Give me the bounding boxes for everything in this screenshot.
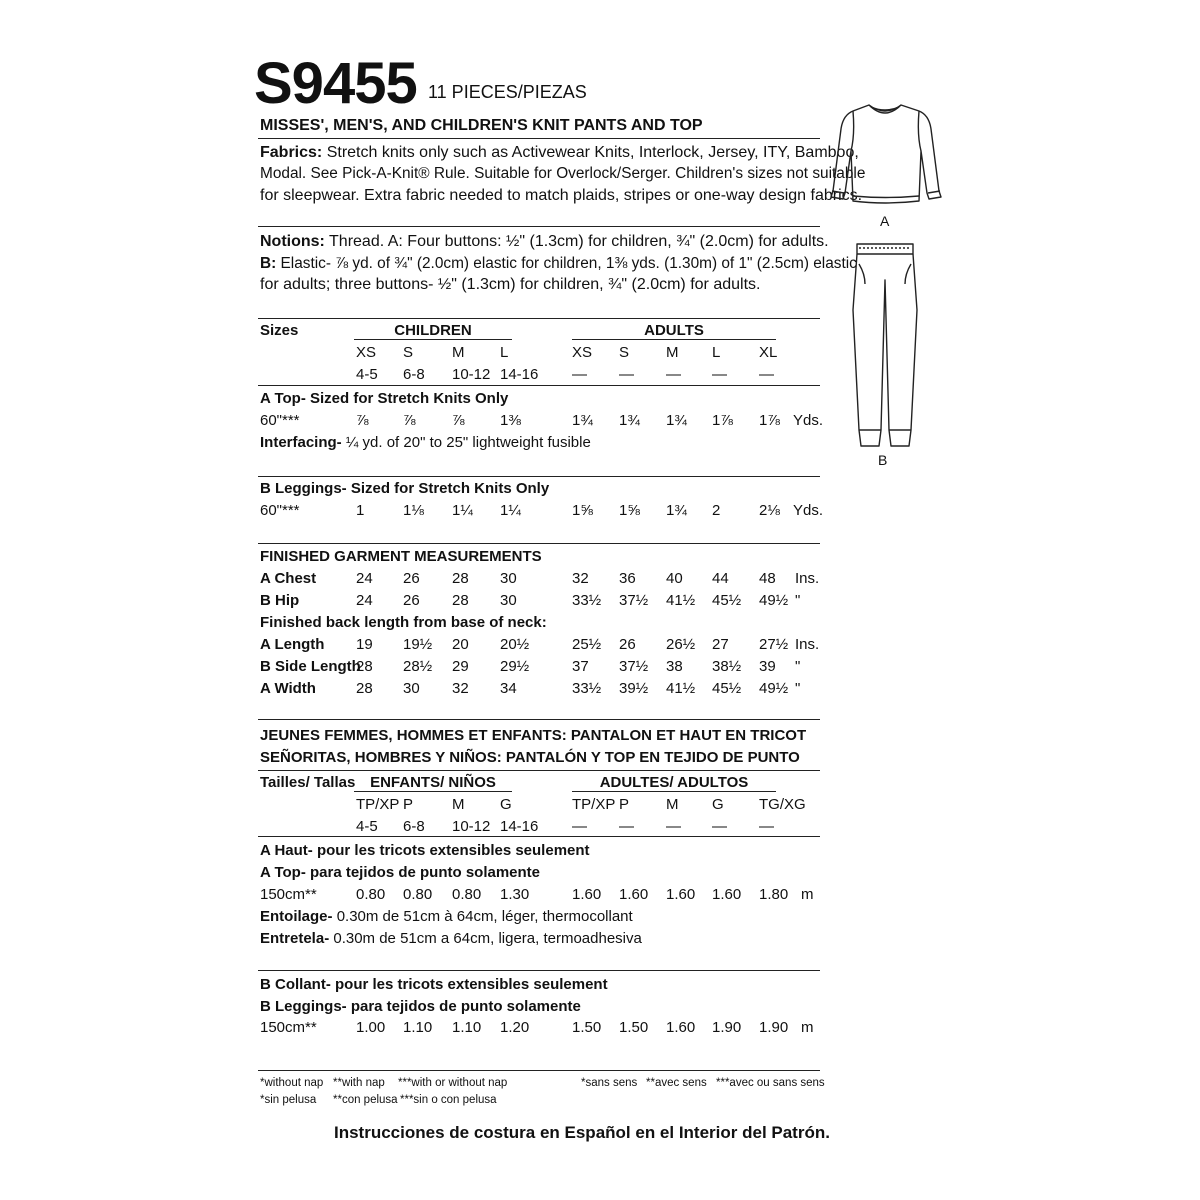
intl-age-cell: 14-16 [500, 818, 539, 835]
size-age-cell: 6-8 [403, 366, 425, 383]
measurement-label: A Width [260, 680, 316, 697]
measurement-label: A Length [260, 636, 325, 653]
size-cell: XS [572, 344, 593, 361]
intl-size-cell: G [712, 796, 724, 813]
measurement-cell: 45½ [712, 680, 742, 697]
measurement-cell: 39½ [619, 680, 649, 697]
interfacing-label: Interfacing- [260, 434, 342, 451]
fabrics-text-1: Stretch knits only such as Activewear Knits, Interlock, Jersey, ITY, Bamboo, [326, 144, 859, 161]
divider [258, 226, 820, 227]
view-b-leggings-drawing [845, 240, 925, 452]
measurement-cell: 20½ [500, 636, 530, 653]
sizes-label: Sizes [260, 322, 299, 339]
size-age-cell: — [572, 366, 587, 383]
footnote-fr-3: ***avec ou sans sens [716, 1077, 825, 1089]
measurement-cell: 40 [666, 570, 683, 587]
top-yardage-cell: 1¾ [572, 412, 593, 429]
top-yardage-cell: ⅞ [356, 412, 369, 429]
leggings-yardage-cell: 1¼ [500, 502, 521, 519]
intl-adults-header: ADULTES/ ADULTOS [572, 774, 776, 792]
measurement-cell: 37½ [619, 658, 649, 675]
notions-b-label: B: [260, 255, 277, 272]
measurement-label: B Side Length [260, 658, 361, 675]
intl-leg-cell: 1.20 [500, 1019, 530, 1036]
footnote-fr-2: **avec sens [646, 1077, 707, 1089]
size-age-cell: — [759, 366, 774, 383]
divider [258, 970, 820, 971]
intl-top-fr: A Haut- pour les tricots extensibles seulement [260, 842, 590, 859]
measurement-cell: 49½ [759, 592, 789, 609]
intl-top-cell: 0.80 [452, 886, 482, 903]
intl-top-cell: 1.60 [666, 886, 696, 903]
size-cell: M [666, 344, 679, 361]
divider [258, 318, 820, 319]
pattern-number: S9455 [254, 51, 417, 116]
measurement-cell: 30 [500, 570, 517, 587]
size-cell: XS [356, 344, 377, 361]
intl-leg-cell: 1.50 [572, 1019, 602, 1036]
intl-leg-cell: 1.10 [403, 1019, 433, 1036]
footnote-en-1: *without nap [260, 1077, 324, 1089]
measurement-label: B Hip [260, 592, 300, 609]
measurement-cell: 33½ [572, 680, 602, 697]
notions-text-1: Thread. A: Four buttons: ½" (1.3cm) for children, ¾" (2.0cm) for adults. [329, 233, 829, 250]
intl-top-cell: 1.60 [712, 886, 742, 903]
top-yardage-cell: 1⅞ [759, 412, 780, 429]
fabrics-line-1 [260, 142, 859, 163]
size-age-cell: — [712, 366, 727, 383]
measurement-cell: 45½ [712, 592, 742, 609]
footnote-en-3: ***with or without nap [398, 1077, 508, 1089]
intl-age-cell: — [619, 818, 634, 835]
measurement-cell: 48 [759, 570, 776, 587]
fabrics-label: Fabrics: [260, 144, 323, 161]
measurement-cell: 27½ [759, 636, 789, 653]
leggings-width: 60"*** [260, 502, 300, 519]
measurement-cell: 29 [452, 658, 469, 675]
top-yardage-cell: ⅞ [403, 412, 416, 429]
intl-top-cell: 1.60 [619, 886, 649, 903]
interfacing-line [260, 434, 591, 451]
measurement-label: A Chest [260, 570, 317, 587]
measurement-cell: 19 [356, 636, 373, 653]
measurement-cell: 26 [619, 636, 636, 653]
leggings-yardage-cell: 1⅝ [572, 502, 593, 519]
footnote-es-3: ***sin o con pelusa [400, 1094, 497, 1106]
entretela-label: Entretela- [260, 930, 330, 947]
pieces-count: 11 PIECES/PIEZAS [428, 82, 587, 102]
measurement-cell: 33½ [572, 592, 602, 609]
leggings-yardage-cell: 1⅝ [619, 502, 640, 519]
intl-age-cell: — [572, 818, 587, 835]
notions-line-3: for adults; three buttons- ½" (1.3cm) for children, ¾" (2.0cm) for adults. [260, 276, 761, 293]
measurement-cell: 28½ [403, 658, 433, 675]
measurement-cell: 25½ [572, 636, 602, 653]
measurement-cell: 29½ [500, 658, 530, 675]
interfacing-text: ¼ yd. of 20" to 25" lightweight fusible [345, 434, 591, 451]
size-age-cell: 4-5 [356, 366, 378, 383]
measurement-cell: 28 [452, 570, 469, 587]
top-yardage-cell: 1⅜ [500, 412, 521, 429]
view-a-top-drawing [815, 95, 955, 213]
measurement-cell: 26 [403, 570, 420, 587]
intl-top-es: A Top- para tejidos de punto solamente [260, 864, 541, 881]
notions-label: Notions: [260, 233, 325, 250]
measurement-cell: 30 [403, 680, 420, 697]
leggings-unit: Yds. [793, 502, 824, 519]
measurement-cell: 32 [452, 680, 469, 697]
leggings-yardage-cell: 1¾ [666, 502, 687, 519]
intl-leg-cell: 1.10 [452, 1019, 482, 1036]
measurement-unit: Ins. [795, 636, 820, 653]
intl-top-width: 150cm** [260, 886, 317, 903]
size-cell: XL [759, 344, 778, 361]
top-unit: Yds. [793, 412, 824, 429]
entretela-line [260, 930, 642, 947]
intl-top-unit: m [801, 886, 814, 903]
top-yardage-cell: 1¾ [666, 412, 687, 429]
measurement-cell: 38 [666, 658, 683, 675]
measurement-unit: " [795, 680, 801, 697]
size-cell: L [712, 344, 721, 361]
title-fr: JEUNES FEMMES, HOMMES ET ENFANTS: PANTALON ET HAUT EN TRICOT [260, 727, 807, 744]
top-yardage-cell: ⅞ [452, 412, 465, 429]
measurement-cell: 26½ [666, 636, 696, 653]
size-age-cell: 14-16 [500, 366, 539, 383]
intl-size-cell: M [452, 796, 465, 813]
measurement-cell: 19½ [403, 636, 433, 653]
measurements-subtitle: Finished back length from base of neck: [260, 614, 547, 631]
measurement-cell: 37 [572, 658, 589, 675]
divider [258, 1070, 820, 1071]
top-yardage-cell: 1¾ [619, 412, 640, 429]
measurement-cell: 41½ [666, 592, 696, 609]
entretela-text: 0.30m de 51cm a 64cm, ligera, termoadhesiva [333, 930, 642, 947]
measurement-unit: " [795, 592, 801, 609]
divider [258, 770, 820, 771]
intl-size-cell: TP/XP [572, 796, 616, 813]
intl-leg-unit: m [801, 1019, 814, 1036]
intl-leg-width: 150cm** [260, 1019, 317, 1036]
measurement-cell: 30 [500, 592, 517, 609]
size-age-cell: — [666, 366, 681, 383]
top-title: A Top- Sized for Stretch Knits Only [260, 390, 509, 407]
measurement-cell: 39 [759, 658, 776, 675]
intl-leg-cell: 1.60 [666, 1019, 696, 1036]
notions-line-2 [260, 253, 857, 274]
size-cell: S [403, 344, 414, 361]
children-header: CHILDREN [354, 322, 512, 340]
divider [258, 719, 820, 720]
intl-leg-cell: 1.50 [619, 1019, 649, 1036]
measurement-cell: 34 [500, 680, 517, 697]
notions-line-1 [260, 231, 829, 252]
measurement-cell: 41½ [666, 680, 696, 697]
measurement-cell: 28 [452, 592, 469, 609]
top-width: 60"*** [260, 412, 300, 429]
measurement-cell: 32 [572, 570, 589, 587]
measurement-cell: 27 [712, 636, 729, 653]
leggings-yardage-cell: 1⅛ [403, 502, 424, 519]
intl-size-cell: TG/XG [759, 796, 806, 813]
intl-leg-cell: 1.90 [759, 1019, 789, 1036]
title-es: SEÑORITAS, HOMBRES Y NIÑOS: PANTALÓN Y TOP EN TEJIDO DE PUNTO [260, 749, 800, 766]
measurement-cell: 44 [712, 570, 729, 587]
intl-leg-cell: 1.00 [356, 1019, 386, 1036]
intl-top-cell: 0.80 [403, 886, 433, 903]
intl-age-cell: 10-12 [452, 818, 491, 835]
leggings-yardage-cell: 1¼ [452, 502, 473, 519]
size-cell: M [452, 344, 465, 361]
measurement-cell: 24 [356, 570, 373, 587]
measurement-unit: Ins. [795, 570, 820, 587]
leggings-title: B Leggings- Sized for Stretch Knits Only [260, 480, 550, 497]
measurement-cell: 24 [356, 592, 373, 609]
intl-size-cell: TP/XP [356, 796, 400, 813]
divider [258, 385, 820, 386]
fabrics-line-2: Modal. See Pick-A-Knit® Rule. Suitable for Overlock/Serger. Children's sizes not suitable [260, 165, 866, 182]
divider [258, 138, 820, 139]
intl-sizes-label: Tailles/ Tallas [260, 774, 356, 791]
measurement-cell: 28 [356, 680, 373, 697]
intl-leg-cell: 1.90 [712, 1019, 742, 1036]
entoilage-line [260, 908, 633, 925]
intl-children-header: ENFANTS/ NIÑOS [354, 774, 512, 792]
leggings-yardage-cell: 2⅛ [759, 502, 780, 519]
measurement-cell: 28 [356, 658, 373, 675]
measurement-cell: 20 [452, 636, 469, 653]
measurement-cell: 37½ [619, 592, 649, 609]
size-cell: S [619, 344, 630, 361]
intl-top-cell: 1.60 [572, 886, 602, 903]
divider [258, 543, 820, 544]
intl-top-cell: 1.30 [500, 886, 530, 903]
intl-leg-es: B Leggings- para tejidos de punto solamente [260, 998, 581, 1015]
intl-size-cell: P [403, 796, 414, 813]
measurement-cell: 26 [403, 592, 420, 609]
leggings-yardage-cell: 1 [356, 502, 365, 519]
entoilage-text: 0.30m de 51cm à 64cm, léger, thermocollant [336, 908, 633, 925]
divider [258, 836, 820, 837]
view-a-label: A [880, 213, 890, 229]
intl-age-cell: 4-5 [356, 818, 378, 835]
footnote-fr-1: *sans sens [581, 1077, 638, 1089]
measurement-unit: " [795, 658, 801, 675]
measurements-title: FINISHED GARMENT MEASUREMENTS [260, 548, 542, 565]
size-cell: L [500, 344, 509, 361]
intl-size-cell: P [619, 796, 630, 813]
intl-leg-fr: B Collant- pour les tricots extensibles seulement [260, 976, 608, 993]
notions-text-2: Elastic- ⅞ yd. of ¾" (2.0cm) elastic for children, 1⅜ yds. (1.30m) of 1" (2.5cm) elastic [280, 255, 857, 272]
footnote-es-2: **con pelusa [333, 1094, 398, 1106]
intl-age-cell: — [666, 818, 681, 835]
divider [258, 476, 820, 477]
intl-top-cell: 1.80 [759, 886, 789, 903]
footnote-es-1: *sin pelusa [260, 1094, 317, 1106]
footer-note: Instrucciones de costura en Español en el Interior del Patrón. [334, 1123, 830, 1142]
intl-age-cell: — [712, 818, 727, 835]
intl-age-cell: — [759, 818, 774, 835]
entoilage-label: Entoilage- [260, 908, 333, 925]
size-age-cell: — [619, 366, 634, 383]
intl-top-cell: 0.80 [356, 886, 386, 903]
measurement-cell: 38½ [712, 658, 742, 675]
intl-age-cell: 6-8 [403, 818, 425, 835]
top-yardage-cell: 1⅞ [712, 412, 733, 429]
size-age-cell: 10-12 [452, 366, 491, 383]
view-b-label: B [878, 452, 888, 468]
fabrics-line-3: for sleepwear. Extra fabric needed to match plaids, stripes or one-way design fabrics. [260, 187, 863, 204]
intl-size-cell: G [500, 796, 512, 813]
measurement-cell: 36 [619, 570, 636, 587]
adults-header: ADULTS [572, 322, 776, 340]
measurement-cell: 49½ [759, 680, 789, 697]
leggings-yardage-cell: 2 [712, 502, 721, 519]
page-title: MISSES', MEN'S, AND CHILDREN'S KNIT PANTS AND TOP [260, 117, 703, 134]
footnote-en-2: **with nap [333, 1077, 385, 1089]
intl-size-cell: M [666, 796, 679, 813]
